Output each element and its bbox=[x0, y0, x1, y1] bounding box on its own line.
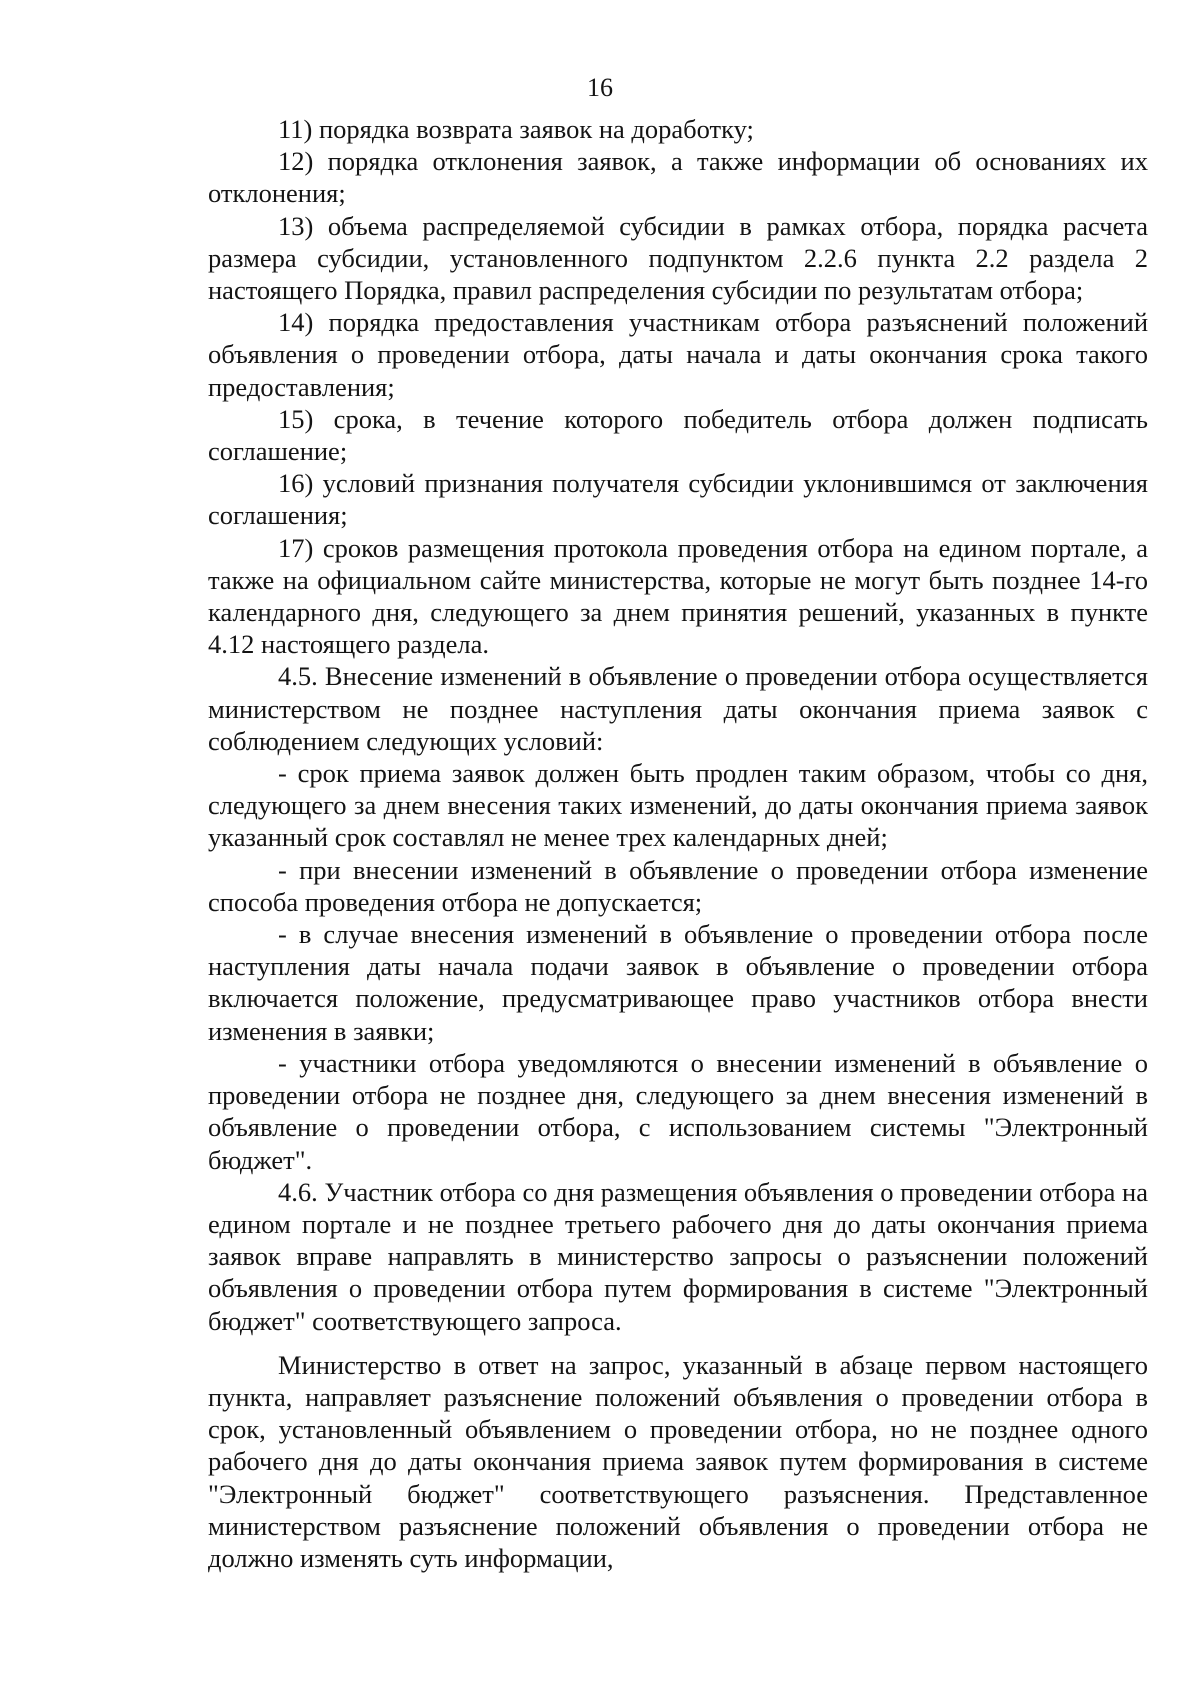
paragraph-condition-2: - при внесении изменений в объявление о проведении отбора изменение способа проведения отбора не допускается; bbox=[208, 854, 1148, 917]
paragraph-item-13: 13) объема распределяемой субсидии в рамках отбора, порядка расчета размера субсидии, установленного подпунктом 2.2.6 пункта 2.2 раздела 2 настоящего Порядка, правил распределения субсидии по результатам отбора; bbox=[208, 210, 1148, 306]
paragraph-item-12: 12) порядка отклонения заявок, а также информации об основаниях их отклонения; bbox=[208, 146, 1148, 209]
paragraph-item-17: 17) сроков размещения протокола проведения отбора на едином портале, а также на официальном сайте министерства, которые не могут быть позднее 14-го календарного дня, следующего за днем принятия решений, указанных в пункте 4.12 настоящего раздела. bbox=[208, 532, 1148, 660]
paragraph-condition-3: - в случае внесения изменений в объявление о проведении отбора после наступления даты начала подачи заявок в объявление о проведении отбора включается положение, предусматривающее право участников отбора внести изменения в заявки; bbox=[208, 919, 1148, 1046]
paragraph-item-14: 14) порядка предоставления участникам отбора разъяснений положений объявления о проведении отбора, даты начала и даты окончания срока такого предоставления; bbox=[208, 307, 1148, 402]
paragraph-item-15: 15) срока, в течение которого победитель отбора должен подписать соглашение; bbox=[208, 403, 1148, 467]
paragraph-item-11: 11) порядка возврата заявок на доработку; bbox=[278, 114, 754, 144]
paragraph-clause-4-5: 4.5. Внесение изменений в объявление о проведении отбора осуществляется министерством не позднее наступления даты окончания приема заявок с соблюдением следующих условий: bbox=[208, 661, 1148, 756]
paragraph-condition-4: - участники отбора уведомляются о внесении изменений в объявление о проведении отбора не позднее дня, следующего за днем внесения изменений в объявление о проведении отбора, с использованием системы "Электронный бюджет". bbox=[208, 1047, 1148, 1175]
document-body bbox=[208, 113, 1148, 1574]
paragraph-ministry-response: Министерство в ответ на запрос, указанный в абзаце первом настоящего пункта, направляет разъяснение положений объявления о проведении отбора в срок, установленный объявлением о проведении отбора, но не позднее одного рабочего дня до даты окончания приема заявок путем формирования в системе "Электронный бюджет" соответствующего разъяснения. Представленное министерством разъяснение положений объявления о проведении отбора не должно изменять суть информации, bbox=[208, 1349, 1148, 1573]
paragraph-clause-4-6: 4.6. Участник отбора со дня размещения объявления о проведении отбора на едином портале и не позднее третьего рабочего дня до даты окончания приема заявок вправе направлять в министерство запросы о разъяснении положений объявления о проведении отбора путем формирования в системе "Электронный бюджет" соответствующего запроса. bbox=[208, 1176, 1148, 1336]
paragraph-condition-1: - срок приема заявок должен быть продлен таким образом, чтобы со дня, следующего за днем внесения таких изменений, до даты окончания приема заявок указанный срок составлял не менее трех календарных дней; bbox=[208, 758, 1148, 853]
paragraph-item-16: 16) условий признания получателя субсидии уклонившимся от заключения соглашения; bbox=[208, 468, 1148, 531]
page-number: 16 bbox=[587, 73, 613, 102]
